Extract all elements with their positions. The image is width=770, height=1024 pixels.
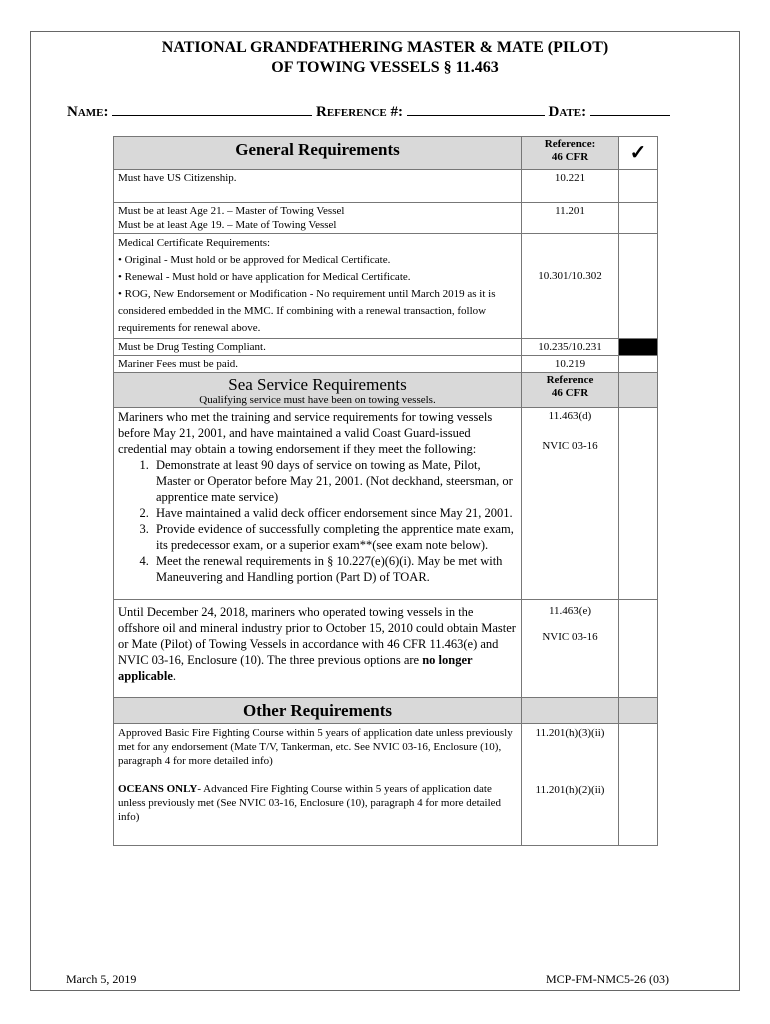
sea-ref-head-1: Reference [546, 374, 594, 386]
list-item: 4. Meet the renewal requirements in § 10.227(e)(6)(i). May be met with Maneuvering and Handling portion (Part D) of TOAR. [152, 553, 517, 585]
table-row [114, 234, 658, 339]
sea-title: Sea Service Requirements [228, 375, 407, 394]
fees-text: Mariner Fees must be paid. [114, 356, 522, 373]
age-ref: 11.201 [522, 203, 619, 234]
medical-bullet-rog: • ROG, New Endorsement or Modification - No requirement until March 2019 as it is considered embedded in the MMC. If combining with a renewal transaction, follow requirements for renewal above. [118, 288, 496, 334]
other-title: Other Requirements [242, 701, 393, 720]
date-field[interactable] [590, 101, 670, 116]
requirements-table [113, 136, 658, 846]
age-check[interactable] [619, 203, 658, 234]
general-ref-head-2: 46 CFR [551, 151, 589, 163]
table-row [114, 408, 658, 600]
medical-bullet-original: • Original - Must hold or be approved for Medical Certificate. [118, 254, 391, 266]
name-label: Name: [67, 104, 109, 120]
date-label: Date: [548, 104, 587, 120]
table-row [114, 339, 658, 356]
fees-check[interactable] [619, 356, 658, 373]
sea-ref-head-2: 46 CFR [551, 387, 589, 399]
drug-testing-check [619, 339, 658, 356]
general-ref-head-1: Reference: [544, 138, 596, 150]
age-master-text: Must be at least Age 21. – Master of Towing Vessel [118, 205, 345, 217]
other-check[interactable] [619, 724, 658, 846]
sea-subtitle: Qualifying service must have been on towing vessels. [199, 394, 436, 406]
table-row [114, 356, 658, 373]
table-row [114, 170, 658, 203]
drug-testing-text: Must be Drug Testing Compliant. [114, 339, 522, 356]
oceans-only-label: OCEANS ONLY [118, 783, 198, 795]
fees-ref: 10.219 [522, 356, 619, 373]
sea-option-list [118, 457, 517, 585]
general-header-row [114, 137, 658, 170]
fire-advanced-ref: 11.201(h)(2)(ii) [535, 784, 605, 796]
age-mate-text: Must be at least Age 19. – Mate of Towing Vessel [118, 219, 337, 231]
medical-ref: 10.301/10.302 [522, 234, 619, 339]
document-title [0, 38, 770, 78]
sea-block2-bold: no longer applicable [118, 653, 473, 683]
table-row [114, 600, 658, 698]
medical-intro: Medical Certificate Requirements: [118, 237, 271, 249]
list-item: 1. Demonstrate at least 90 days of service on towing as Mate, Pilot, Master or Operator before May 21, 2001. (Not deckhand, steersman, or apprentice mate service) [152, 457, 517, 505]
reference-label: Reference #: [316, 104, 403, 120]
other-header-row [114, 698, 658, 724]
sea-header-row [114, 373, 658, 408]
reference-field[interactable] [407, 101, 545, 116]
sea-block2-nvic: NVIC 03-16 [542, 631, 598, 643]
citizenship-check[interactable] [619, 170, 658, 203]
applicant-header [67, 101, 707, 121]
citizenship-text: Must have US Citizenship. [114, 170, 522, 203]
sea-block2-check[interactable] [619, 600, 658, 698]
footer-form-id: MCP-FM-NMC5-26 (03) [546, 972, 670, 986]
fire-basic-ref: 11.201(h)(3)(ii) [535, 727, 605, 739]
sea-block1-check[interactable] [619, 408, 658, 600]
drug-testing-ref: 10.235/10.231 [522, 339, 619, 356]
footer-date: March 5, 2019 [66, 972, 137, 986]
checkmark-icon: ✓ [629, 142, 647, 164]
name-field[interactable] [112, 101, 312, 116]
title-line-1: NATIONAL GRANDFATHERING MASTER & MATE (PILOT) [161, 39, 609, 56]
fire-basic-text: Approved Basic Fire Fighting Course within 5 years of application date unless previously met for any endorsement (Mate T/V, Tankerman, etc. See NVIC 03-16, Enclosure (10), paragraph 4 for more detailed info) [118, 727, 513, 767]
sea-block2-end: . [172, 669, 176, 683]
medical-bullet-renewal: • Renewal - Must hold or have application for Medical Certificate. [118, 271, 411, 283]
sea-block1-ref: 11.463(d) [548, 410, 592, 422]
sea-block1-nvic: NVIC 03-16 [542, 440, 598, 452]
general-title: General Requirements [235, 140, 400, 159]
table-row [114, 724, 658, 846]
sea-block2-ref: 11.463(e) [548, 605, 592, 617]
list-item: 2. Have maintained a valid deck officer endorsement since May 21, 2001. [152, 505, 517, 521]
citizenship-ref: 10.221 [522, 170, 619, 203]
sea-block1-intro: Mariners who met the training and service requirements for towing vessels before May 21, 2001, and have maintained a valid Coast Guard-issued credential may obtain a towing endorsement if they meet the following: [118, 410, 493, 456]
list-item: 3. Provide evidence of successfully completing the apprentice mate exam, its predecessor exam, or a superior exam**(see exam note below). [152, 521, 517, 553]
title-line-2: OF TOWING VESSELS § 11.463 [271, 59, 499, 76]
fire-advanced-text: - Advanced Fire Fighting Course within 5 years of application date unless previously met (See NVIC 03-16, Enclosure (10), paragraph 4 for more detailed info) [118, 783, 502, 823]
table-row [114, 203, 658, 234]
medical-check[interactable] [619, 234, 658, 339]
sea-block2-text: Until December 24, 2018, mariners who operated towing vessels in the offshore oil and mineral industry prior to October 15, 2010 could obtain Master or Mate (Pilot) of Towing Vessels in accordance with 46 CFR 11.463(e) and NVIC 03-16, Enclosure (10). The three previous options are [118, 605, 516, 667]
